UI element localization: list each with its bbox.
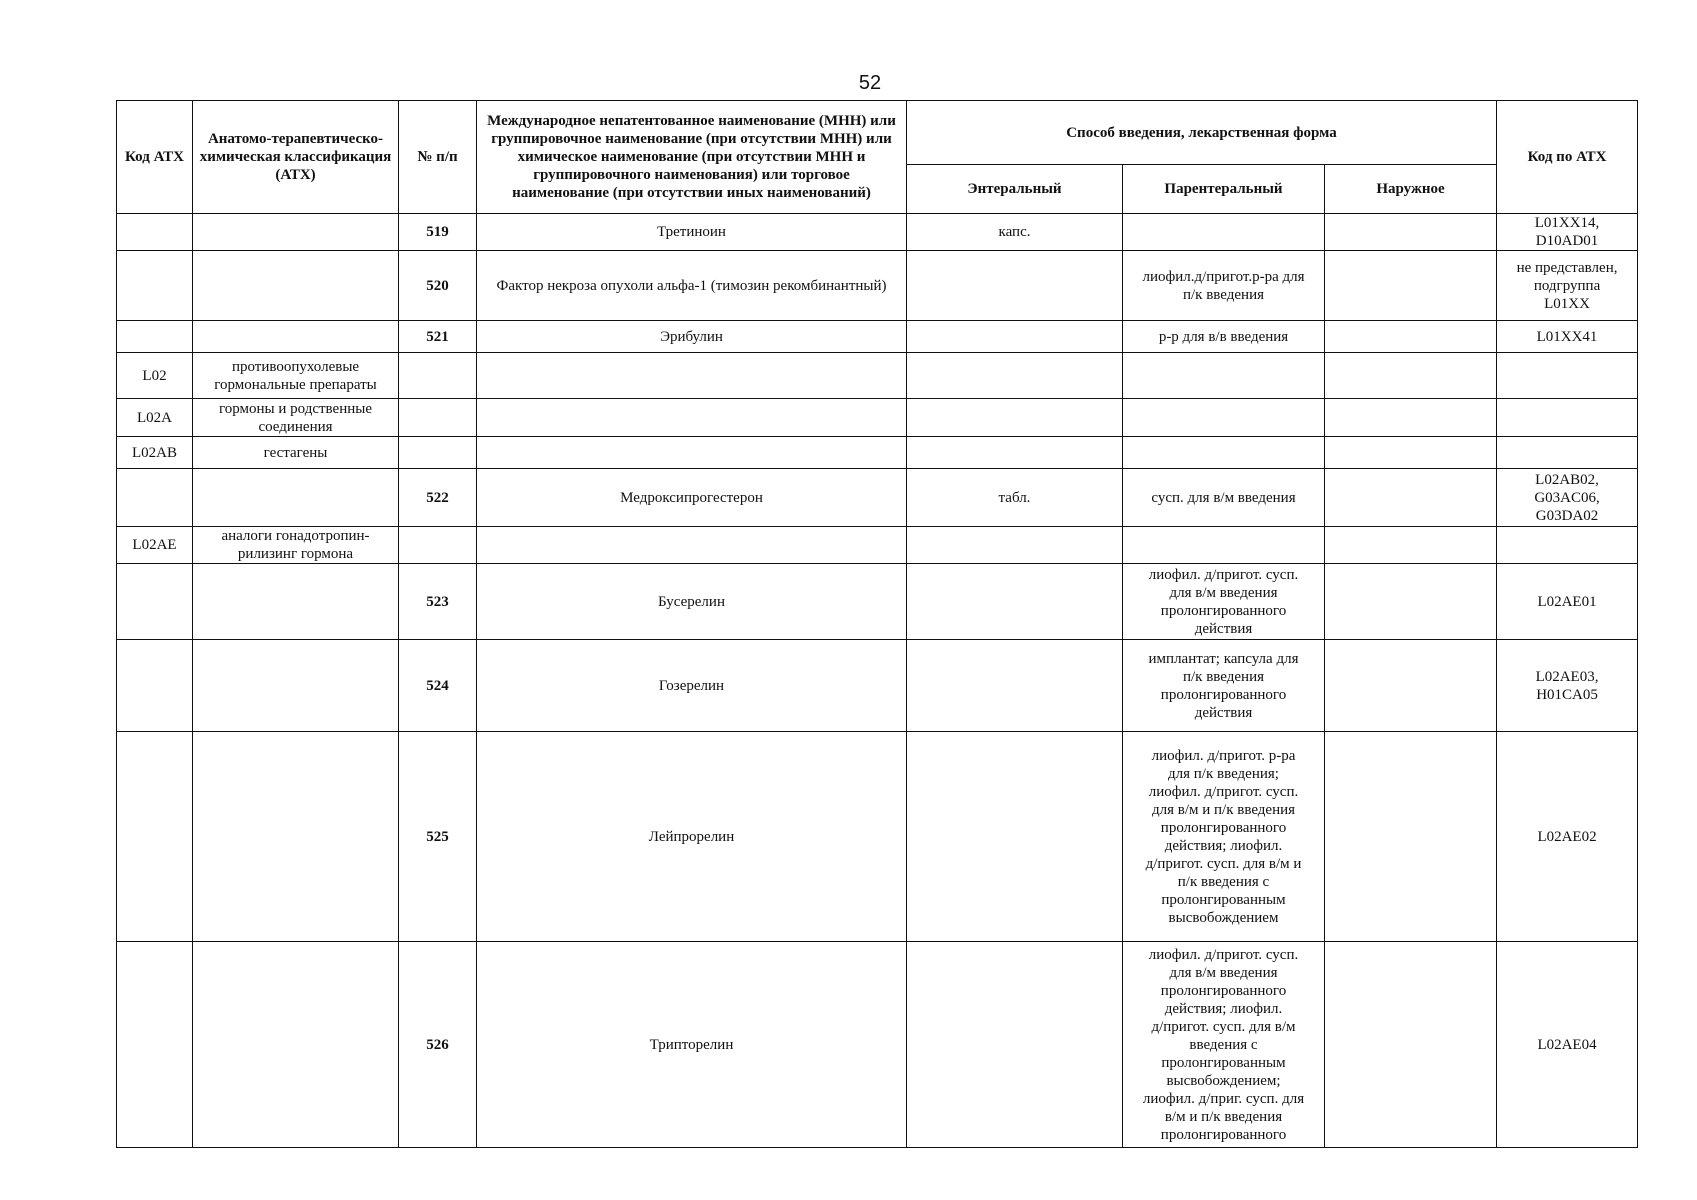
header-parenteral: Парентеральный [1123, 165, 1325, 214]
row-name: Третиноин [477, 214, 907, 251]
row-name [477, 437, 907, 469]
row-atc-code: L02AB02, G03AC06, G03DA02 [1497, 469, 1638, 527]
row-code [117, 214, 193, 251]
row-name [477, 527, 907, 564]
table-body [117, 214, 1638, 1148]
row-class: аналоги гонадотропин-рилизинг гормона [193, 527, 399, 564]
row-code [117, 469, 193, 527]
row-external [1325, 527, 1497, 564]
row-class [193, 640, 399, 732]
row-parenteral [1123, 214, 1325, 251]
header-atc-code: Код по АТХ [1497, 101, 1638, 214]
row-number: 523 [399, 564, 477, 640]
row-enteral [907, 437, 1123, 469]
row-class [193, 469, 399, 527]
row-parenteral: имплантат; капсула для п/к введения пролонгированного действия [1123, 640, 1325, 732]
table-row [117, 321, 1638, 353]
row-external [1325, 251, 1497, 321]
row-name: Гозерелин [477, 640, 907, 732]
row-atc-code [1497, 353, 1638, 399]
row-number [399, 437, 477, 469]
row-name: Бусерелин [477, 564, 907, 640]
row-parenteral: сусп. для в/м введения [1123, 469, 1325, 527]
table-row [117, 732, 1638, 942]
row-number: 526 [399, 942, 477, 1148]
row-atc-code: не представлен, подгруппа L01XX [1497, 251, 1638, 321]
row-parenteral: лиофил.д/пригот.р-ра для п/к введения [1123, 251, 1325, 321]
row-enteral [907, 399, 1123, 437]
row-class [193, 732, 399, 942]
row-parenteral: р-р для в/в введения [1123, 321, 1325, 353]
header-enteral: Энтеральный [907, 165, 1123, 214]
row-enteral [907, 564, 1123, 640]
row-name: Эрибулин [477, 321, 907, 353]
row-name: Медроксипрогестерон [477, 469, 907, 527]
row-enteral [907, 732, 1123, 942]
row-external [1325, 399, 1497, 437]
table-row [117, 527, 1638, 564]
row-atc-code [1497, 437, 1638, 469]
row-external [1325, 437, 1497, 469]
row-number: 525 [399, 732, 477, 942]
row-number [399, 353, 477, 399]
row-code: L02AE [117, 527, 193, 564]
row-atc-code [1497, 527, 1638, 564]
row-enteral [907, 251, 1123, 321]
row-atc-code: L01XX14, D10AD01 [1497, 214, 1638, 251]
row-parenteral: лиофил. д/пригот. сусп. для в/м введения пролонгированного действия [1123, 564, 1325, 640]
row-code [117, 321, 193, 353]
row-class [193, 321, 399, 353]
row-class: противоопухолевые гормональные препараты [193, 353, 399, 399]
row-name [477, 353, 907, 399]
header-name: Международное непатентованное наименование (МНН) или группировочное наименование (при отсутствии МНН) или химическое наименование (при отсутствии МНН и группировочного наименования) или торговое наименование (при отсутствии иных наименований) [477, 101, 907, 214]
header-classification: Анатомо-терапевтическо-химическая классификация (АТХ) [193, 101, 399, 214]
row-class: гормоны и родственные соединения [193, 399, 399, 437]
row-name [477, 399, 907, 437]
row-number [399, 399, 477, 437]
row-number: 520 [399, 251, 477, 321]
header-code: Код АТХ [117, 101, 193, 214]
row-external [1325, 942, 1497, 1148]
row-code [117, 640, 193, 732]
row-name: Трипторелин [477, 942, 907, 1148]
atc-drug-table [116, 100, 1638, 1148]
row-external [1325, 214, 1497, 251]
header-number: № п/п [399, 101, 477, 214]
row-atc-code [1497, 399, 1638, 437]
row-atc-code: L02AE04 [1497, 942, 1638, 1148]
header-route-group: Способ введения, лекарственная форма [907, 101, 1497, 165]
row-number: 522 [399, 469, 477, 527]
header-external: Наружное [1325, 165, 1497, 214]
row-atc-code: L01XX41 [1497, 321, 1638, 353]
table-row [117, 640, 1638, 732]
row-number: 521 [399, 321, 477, 353]
row-enteral: капс. [907, 214, 1123, 251]
row-code [117, 732, 193, 942]
row-enteral [907, 640, 1123, 732]
table-row [117, 353, 1638, 399]
row-name: Лейпрорелин [477, 732, 907, 942]
row-enteral [907, 353, 1123, 399]
row-enteral [907, 321, 1123, 353]
table-row [117, 564, 1638, 640]
row-number: 524 [399, 640, 477, 732]
row-atc-code: L02AE01 [1497, 564, 1638, 640]
row-code: L02AB [117, 437, 193, 469]
row-parenteral [1123, 527, 1325, 564]
row-enteral: табл. [907, 469, 1123, 527]
row-external [1325, 353, 1497, 399]
row-class [193, 251, 399, 321]
row-parenteral [1123, 353, 1325, 399]
row-code [117, 251, 193, 321]
row-number [399, 527, 477, 564]
row-code [117, 942, 193, 1148]
row-enteral [907, 942, 1123, 1148]
row-code: L02A [117, 399, 193, 437]
row-parenteral [1123, 399, 1325, 437]
row-enteral [907, 527, 1123, 564]
table-row [117, 251, 1638, 321]
row-atc-code: L02AE02 [1497, 732, 1638, 942]
row-name: Фактор некроза опухоли альфа-1 (тимозин рекомбинантный) [477, 251, 907, 321]
row-external [1325, 640, 1497, 732]
row-external [1325, 469, 1497, 527]
row-class [193, 564, 399, 640]
row-parenteral: лиофил. д/пригот. р-ра для п/к введения; лиофил. д/пригот. сусп. для в/м и п/к введения пролонгированного действия; лиофил. д/пригот. сусп. для в/м и п/к введения с пролонгированным высвобождением [1123, 732, 1325, 942]
table-row [117, 437, 1638, 469]
row-number: 519 [399, 214, 477, 251]
row-class [193, 214, 399, 251]
row-code [117, 564, 193, 640]
row-class: гестагены [193, 437, 399, 469]
page-number: 52 [858, 72, 882, 94]
row-external [1325, 732, 1497, 942]
table-row [117, 469, 1638, 527]
row-parenteral [1123, 437, 1325, 469]
row-external [1325, 321, 1497, 353]
row-class [193, 942, 399, 1148]
table-row [117, 214, 1638, 251]
row-atc-code: L02AE03, H01CA05 [1497, 640, 1638, 732]
row-external [1325, 564, 1497, 640]
table-row [117, 942, 1638, 1148]
row-parenteral: лиофил. д/пригот. сусп. для в/м введения пролонгированного действия; лиофил. д/пригот. сусп. для в/м введения с пролонгированным высвобождением; лиофил. д/приг. сусп. для в/м и п/к введения пролонгированного [1123, 942, 1325, 1148]
table-row [117, 399, 1638, 437]
row-code: L02 [117, 353, 193, 399]
